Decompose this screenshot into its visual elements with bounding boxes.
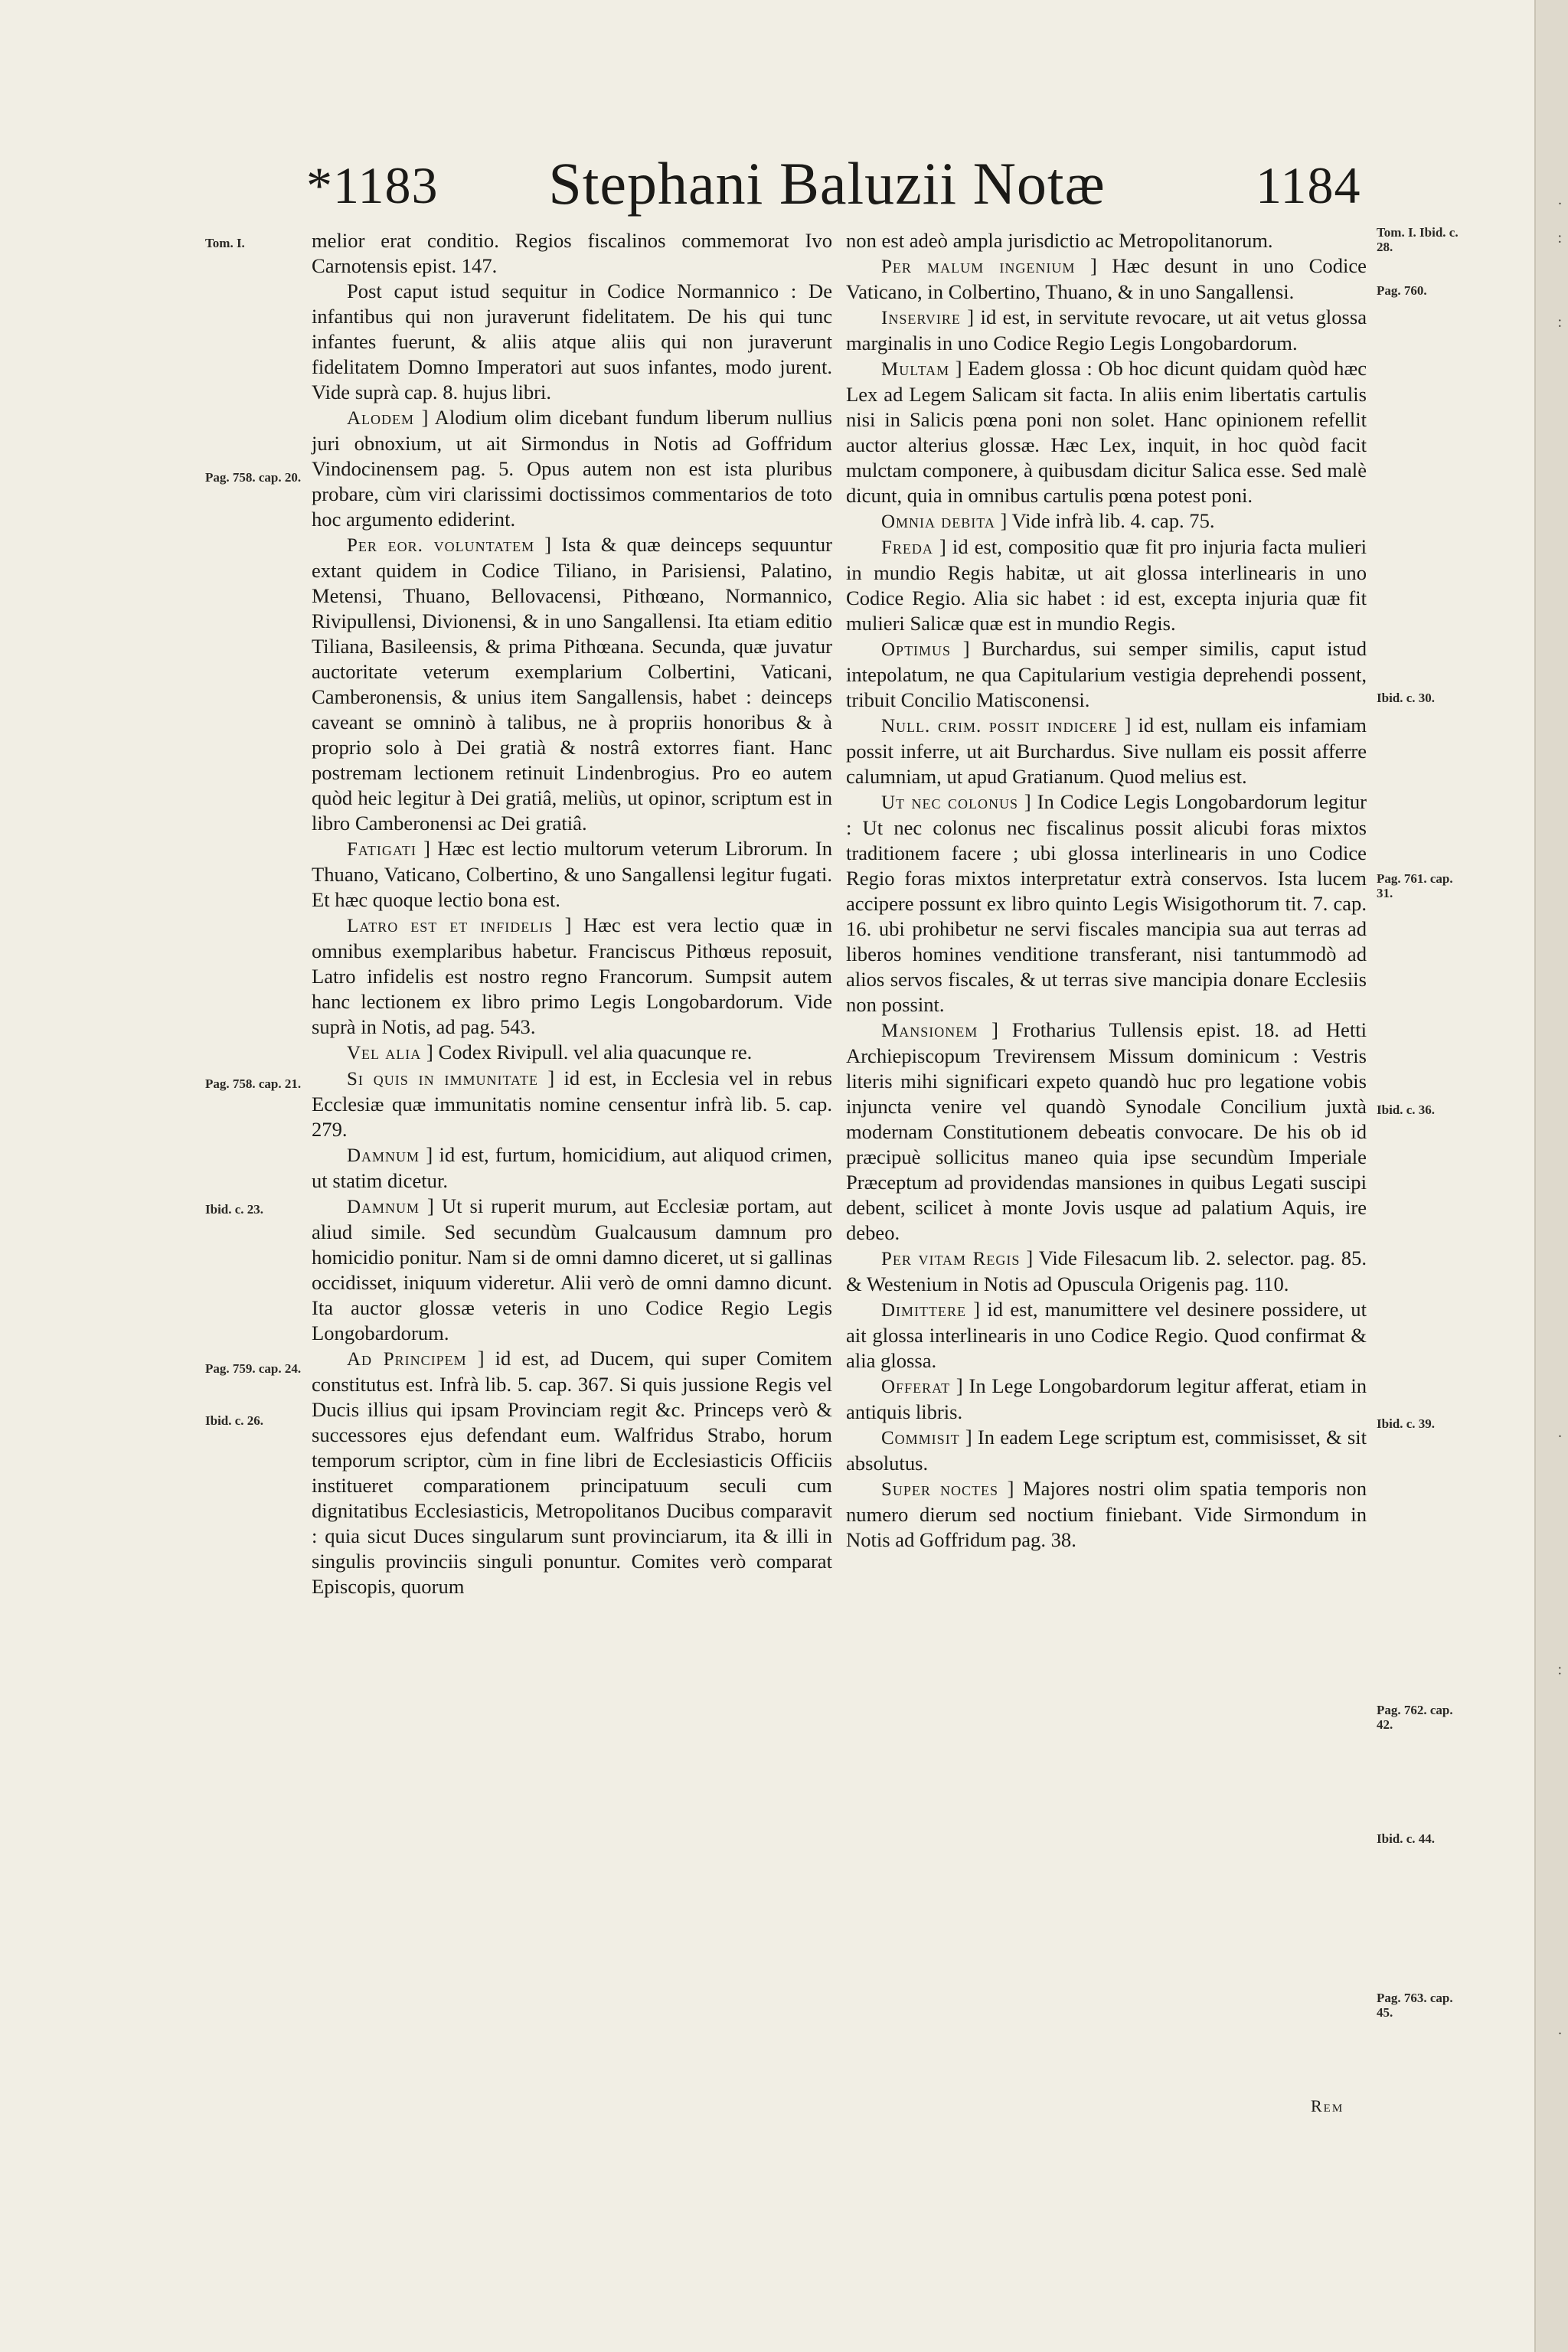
paragraph bbox=[312, 1066, 832, 1142]
paragraph bbox=[846, 636, 1367, 713]
lemma-heading: Dimittere bbox=[881, 1300, 967, 1321]
paragraph bbox=[312, 836, 832, 913]
paragraph-text: ] id est, nullam eis infamiam possit inferre, ut ait Burchardus. Sive nullam eis possit afferre calumniam, ut apud Gratianum. Quod melius est. bbox=[846, 714, 1367, 788]
lemma-heading: Damnum bbox=[347, 1145, 420, 1166]
paragraph bbox=[312, 1194, 832, 1346]
margin-note: Pag. 761. cap. 31. bbox=[1377, 871, 1453, 900]
paragraph bbox=[312, 228, 832, 279]
margin-note: Pag. 758. cap. 20. bbox=[205, 470, 302, 485]
right-text-column bbox=[846, 228, 1367, 1553]
lemma-heading: Offerat bbox=[881, 1377, 951, 1397]
lemma-heading: Damnum bbox=[347, 1197, 420, 1217]
paragraph bbox=[846, 1476, 1367, 1553]
paragraph-text: ] Ista & quæ deinceps sequuntur extant quidem in Codice Tiliano, in Parisiensi, Palatino, Metensi, Thuano, Bellovacensi, Pithœano, Normannico, Rivipullensi, Divionensi, & in uno Sangallensi. Ita etiam editio Tiliana, Basileensis, & prima Pithœana. Secunda, quæ juvatur auctoritate veterum exemplarium Colbertini, Vaticani, Camberonensis, & unius item Sangallensis, habet : deinceps caveant se omninò à talibus, ne à propriis honoribus & à proprio solo à Dei gratià & nostrâ extorres fiant. Hanc postremam lectionem retinuit Lindenbrogius. Pro eo autem quòd heic legitur à Dei gratiâ, meliùs, ut opinor, scriptum est in libro Camberonensi ac Dei gratiâ. bbox=[312, 533, 832, 835]
lemma-heading: Vel alia bbox=[347, 1043, 422, 1063]
paragraph bbox=[312, 279, 832, 405]
paragraph-text: ] In Codice Legis Longobardorum legitur : Ut nec colonus nec fiscalinus possit alicubi foras mixtos traditionem facere ; ubi glossa interlinearis in uno Codice Regio foras mixtos interpretatur extrà conservos. Ista lucem accipere possunt ex libro quinto Legis Wisigothorum tit. 7. cap. 16. ubi prohibetur ne servi fiscales mancipia sua aut terras ad liberos homines venditione transferant, nisi tantummodò ad alios servos fiscales, & ut terras sive mancipia donare Ecclesiis non possint. bbox=[846, 790, 1367, 1016]
lemma-heading: Freda bbox=[881, 537, 933, 558]
paragraph bbox=[846, 253, 1367, 305]
paragraph-text: ] Hæc est vera lectio quæ in omnibus exemplaribus habetur. Franciscus Pithœus reposuit, Latro infidelis est nostro regno Francorum. Sumpsit autem hanc lectionem ex libro primo Legis Longobardorum. Vide suprà in Notis, ad pag. 543. bbox=[312, 913, 832, 1038]
paragraph-text: ] id est, manumittere vel desinere possidere, ut ait glossa interlinearis in uno Codice Regio. Quod confirmat & alia glossa. bbox=[846, 1298, 1367, 1372]
margin-note: Pag. 758. cap. 21. bbox=[205, 1076, 302, 1091]
margin-note: Pag. 763. cap. 45. bbox=[1377, 1991, 1453, 2020]
paragraph-text: ] Hæc desunt in uno Codice Vaticano, in Colbertino, Thuano, & in uno Sangallensi. bbox=[846, 254, 1367, 303]
paragraph bbox=[846, 534, 1367, 636]
margin-note: Tom. I. bbox=[205, 236, 245, 250]
lemma-heading: Fatigati bbox=[347, 839, 416, 860]
paragraph-text: ] Vide Filesacum lib. 2. selector. pag. 85. & Westenium in Notis ad Opuscula Origenis pag. 110. bbox=[846, 1246, 1367, 1295]
catchword: Rem bbox=[1311, 2096, 1344, 2115]
paragraph bbox=[846, 789, 1367, 1018]
lemma-heading: Per malum ingenium bbox=[881, 256, 1076, 277]
paragraph bbox=[846, 228, 1367, 253]
paragraph-text: ] id est, compositio quæ fit pro injuria facta mulieri in mundio Regis habitæ, ut ait glossa interlinearis in uno Codice Regio. Alia sic habet : id est, excepta injuria quæ fit mulieri Salicæ quæ est in mundio Regis. bbox=[846, 535, 1367, 635]
paragraph bbox=[312, 405, 832, 532]
paragraph bbox=[846, 1374, 1367, 1425]
paragraph-text: Post caput istud sequitur in Codice Normannico : De infantibus qui non juraverunt fidelitatem. De his qui tunc infantes fuerunt, & aliis atque aliis qui non juraverunt fidelitatem Domno Imperatori aut suos infantes, modo jurent. Vide suprà cap. 8. hujus libri. bbox=[312, 279, 832, 403]
paragraph-text: ] id est, in Ecclesia vel in rebus Ecclesiæ quæ immunitatis nomine censentur infrà lib. 5. cap. 279. bbox=[312, 1067, 832, 1141]
lemma-heading: Per vitam Regis bbox=[881, 1249, 1021, 1269]
paragraph-text: ] id est, furtum, homicidium, aut aliquod crimen, ut statim dicetur. bbox=[312, 1143, 832, 1192]
margin-note: Ibid. c. 39. bbox=[1377, 1416, 1436, 1431]
running-title: Stephani Baluzii Notæ bbox=[548, 150, 1106, 217]
page-header bbox=[0, 149, 1568, 234]
margin-note: Tom. I. Ibid. c. 28. bbox=[1377, 225, 1459, 254]
paragraph bbox=[846, 1246, 1367, 1297]
paragraph-text: ] Alodium olim dicebant fundum liberum nullius juri obnoxium, ut ait Sirmondus in Notis ad Goffridum Vindocinensem pag. 5. Opus autem non est ista pluribus probare, cùm viri clarissimi doctissimos commentarios de toto hoc argumento ediderint. bbox=[312, 406, 832, 531]
paragraph bbox=[846, 356, 1367, 508]
margin-note: Ibid. c. 36. bbox=[1377, 1102, 1436, 1117]
facing-page-edge: . : : . : . bbox=[1534, 0, 1568, 2352]
lemma-heading: Ut nec colonus bbox=[881, 792, 1019, 813]
right-page-number: 1184 bbox=[1256, 156, 1361, 214]
paragraph-text: melior erat conditio. Regios fiscalinos commemorat Ivo Carnotensis epist. 147. bbox=[312, 229, 832, 277]
margin-note: Pag. 760. bbox=[1377, 283, 1427, 298]
left-text-column bbox=[312, 228, 832, 1599]
left-page-number: *1183 bbox=[306, 156, 439, 214]
paragraph-text: ] In eadem Lege scriptum est, commisisset, & sit absolutus. bbox=[846, 1426, 1367, 1475]
lemma-heading: Mansionem bbox=[881, 1021, 978, 1041]
margin-note: Ibid. c. 23. bbox=[205, 1202, 264, 1217]
margin-note: Ibid. c. 30. bbox=[1377, 691, 1436, 705]
paragraph bbox=[846, 1425, 1367, 1476]
margin-note: Pag. 762. cap. 42. bbox=[1377, 1703, 1453, 1732]
lemma-heading: Optimus bbox=[881, 639, 952, 660]
lemma-heading: Per eor. voluntatem bbox=[347, 535, 535, 556]
paragraph-text: ] In Lege Longobardorum legitur afferat, etiam in antiquis libris. bbox=[846, 1374, 1367, 1423]
lemma-heading: Alodem bbox=[347, 408, 415, 429]
paragraph-text: ] Vide infrà lib. 4. cap. 75. bbox=[995, 509, 1215, 532]
paragraph bbox=[312, 1346, 832, 1599]
margin-note: Pag. 759. cap. 24. bbox=[205, 1361, 302, 1376]
paragraph bbox=[312, 913, 832, 1040]
paragraph-text: ] Hæc est lectio multorum veterum Librorum. In Thuano, Vaticano, Colbertino, & uno Sangallensi legitur fugati. Et hæc quoque lectio bona est. bbox=[312, 837, 832, 911]
paragraph-text: ] Eadem glossa : Ob hoc dicunt quidam quòd hæc Lex ad Legem Salicam sit facta. In aliis enim libertatis cartulis nisi in Salicis pœna poni non solet. Hanc opinionem refellit auctor alterius glossæ. Hæc Lex, inquit, in hoc quòd facit mulctam componere, à quibusdam dicitur Salica esse. Sed malè dicunt, quia in omnibus cartulis pœna potest poni. bbox=[846, 357, 1367, 507]
paragraph-text: ] Codex Rivipull. vel alia quacunque re. bbox=[421, 1040, 753, 1063]
paragraph-text: ] id est, ad Ducem, qui super Comitem constitutus est. Infrà lib. 5. cap. 367. Si quis jussione Regis vel Ducis illius qui ipsam Provinciam regit &c. Princeps verò & successores ejus defendant eum. Walfridus Strabo, horum temporum scriptor, cùm in fine libri de Ecclesiasticis Officiis institueret comparationem principatuum seculi cum dignitatibus Ecclesiasticis, Metropolitanos Ducibus comparavit : quia sicut Duces singularum sunt provinciarum, ita & illi in singulis provinciis singuli ponuntur. Comites verò comparat Episcopis, quorum bbox=[312, 1347, 832, 1598]
paragraph bbox=[312, 1142, 832, 1194]
paragraph bbox=[846, 1018, 1367, 1246]
paragraph bbox=[312, 1040, 832, 1066]
lemma-heading: Omnia debita bbox=[881, 511, 995, 532]
lemma-heading: Super noctes bbox=[881, 1479, 999, 1500]
paragraph bbox=[846, 713, 1367, 789]
paragraph bbox=[846, 305, 1367, 356]
paragraph bbox=[846, 508, 1367, 534]
lemma-heading: Ad Principem bbox=[347, 1349, 467, 1370]
lemma-heading: Si quis in immunitate bbox=[347, 1069, 539, 1089]
lemma-heading: Null. crim. possit indicere bbox=[881, 716, 1118, 737]
paragraph-text: ] Majores nostri olim spatia temporis non numero dierum sed noctium finiebant. Vide Sirmondum in Notis ad Goffridum pag. 38. bbox=[846, 1477, 1367, 1551]
lemma-heading: Latro est et infidelis bbox=[347, 916, 554, 936]
paragraph-text: non est adeò ampla jurisdictio ac Metropolitanorum. bbox=[846, 229, 1273, 252]
margin-note: Ibid. c. 44. bbox=[1377, 1831, 1436, 1846]
lemma-heading: Multam bbox=[881, 359, 950, 380]
lemma-heading: Inservire bbox=[881, 308, 961, 328]
paragraph bbox=[312, 532, 832, 836]
lemma-heading: Commisit bbox=[881, 1428, 960, 1449]
paragraph-text: ] Burchardus, sui semper similis, caput istud intepolatum, ne qua Capitularium vestigia deprehendi possent, tribuit Concilio Matisconensi. bbox=[846, 637, 1367, 711]
paragraph-text: ] id est, in servitute revocare, ut ait vetus glossa marginalis in uno Codice Regio Legis Longobardorum. bbox=[846, 305, 1367, 354]
paragraph-text: ] Frotharius Tullensis epist. 18. ad Hetti Archiepiscopum Trevirensem Missum dominicum : Vestris literis mihi significari expeto quandò huc pro legatione vobis injuncta venire vel quandò Synodale Concilium juxtà modernam Constitutionem debeatis convocare. De his ob id præcipuè sollicitus maneo quia ipse secundùm Imperiale Præceptum ad providendas mansiones in quibus Legati suscipi debent, scilicet à monte Jovis usque ad palatium Aquis, ire debeo. bbox=[846, 1018, 1367, 1244]
paragraph-text: ] Ut si ruperit murum, aut Ecclesiæ portam, aut aliud simile. Sed secundùm Gualcausum damnum pro homicidio ponitur. Nam si de omni damno diceret, ut si gallinas occidisset, iniquum videretur. Alii verò de omni damno dicunt. Ita auctor glossæ veteris in uno Codice Regio Legis Longobardorum. bbox=[312, 1194, 832, 1344]
margin-note: Ibid. c. 26. bbox=[205, 1413, 264, 1428]
paragraph bbox=[846, 1297, 1367, 1374]
